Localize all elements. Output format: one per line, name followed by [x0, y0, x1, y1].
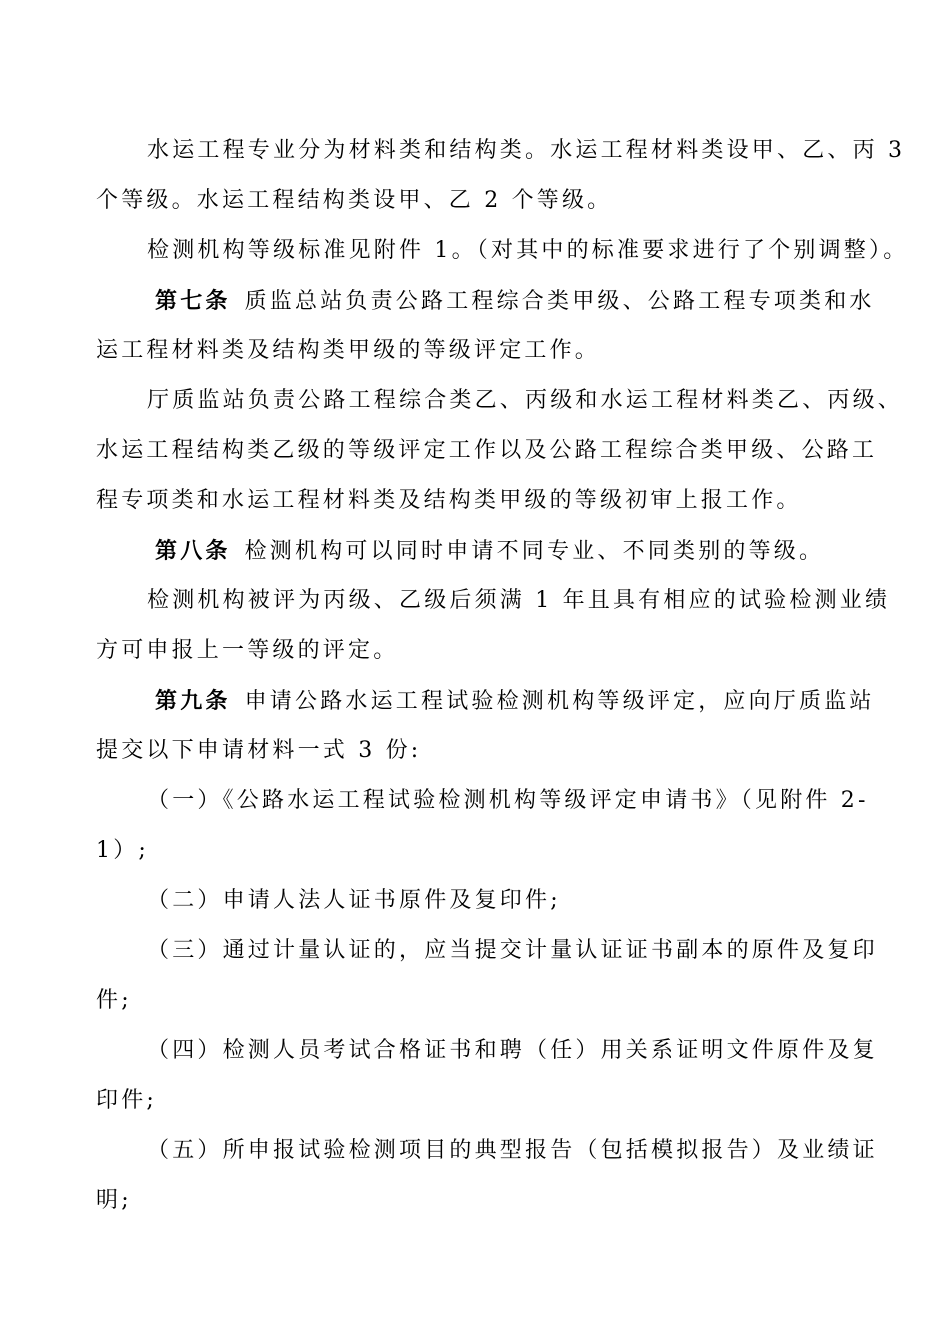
- article-text: 检测机构可以同时申请不同专业、不同类别的等级。: [244, 539, 825, 564]
- paragraph-line: 程专项类和水运工程材料类及结构类甲级的等级初审上报工作。: [96, 488, 802, 513]
- article-heading: 第八条: [155, 538, 231, 564]
- list-item-line: （四）检测人员考试合格证书和聘（任）用关系证明文件原件及复: [147, 1038, 878, 1063]
- list-item-line: 1）;: [96, 838, 150, 863]
- paragraph-line: 个等级。水运工程结构类设甲、乙 2 个等级。: [96, 188, 613, 213]
- paragraph-line: 水运工程结构类乙级的等级评定工作以及公路工程综合类甲级、公路工: [96, 438, 878, 463]
- paragraph-line: 厅质监站负责公路工程综合类乙、丙级和水运工程材料类乙、丙级、: [147, 388, 904, 413]
- list-item-line: 件;: [96, 988, 132, 1013]
- list-item-line: （一）《公路水运工程试验检测机构等级评定申请书》（见附件 2-: [147, 788, 869, 813]
- paragraph-line: 运工程材料类及结构类甲级的等级评定工作。: [96, 338, 601, 363]
- paragraph-line: 方可申报上一等级的评定。: [96, 638, 399, 663]
- list-item-line: （二）申请人法人证书原件及复印件;: [147, 888, 561, 913]
- article-heading: 第九条: [155, 688, 231, 714]
- paragraph-line: 提交以下申请材料一式 3 份:: [96, 738, 422, 763]
- list-item-line: 印件;: [96, 1088, 158, 1113]
- article-text: 质监总站负责公路工程综合类甲级、公路工程专项类和水: [244, 289, 875, 314]
- article-text: 申请公路水运工程试验检测机构等级评定，应向厅质监站: [244, 689, 875, 714]
- list-item-line: 明;: [96, 1188, 132, 1213]
- list-item-line: （三）通过计量认证的，应当提交计量认证证书副本的原件及复印: [147, 938, 878, 963]
- list-item-line: （五）所申报试验检测项目的典型报告（包括模拟报告）及业绩证: [147, 1138, 878, 1163]
- paragraph-line: 水运工程专业分为材料类和结构类。水运工程材料类设甲、乙、丙 3: [147, 138, 906, 163]
- paragraph-line: 检测机构等级标准见附件 1。（对其中的标准要求进行了个别调整）。: [147, 238, 909, 263]
- article-8-line: [155, 538, 824, 565]
- paragraph-line: 检测机构被评为丙级、乙级后须满 1 年且具有相应的试验检测业绩: [147, 588, 891, 613]
- article-heading: 第七条: [155, 288, 231, 314]
- article-9-line: [155, 688, 875, 715]
- article-7-line: [155, 288, 875, 315]
